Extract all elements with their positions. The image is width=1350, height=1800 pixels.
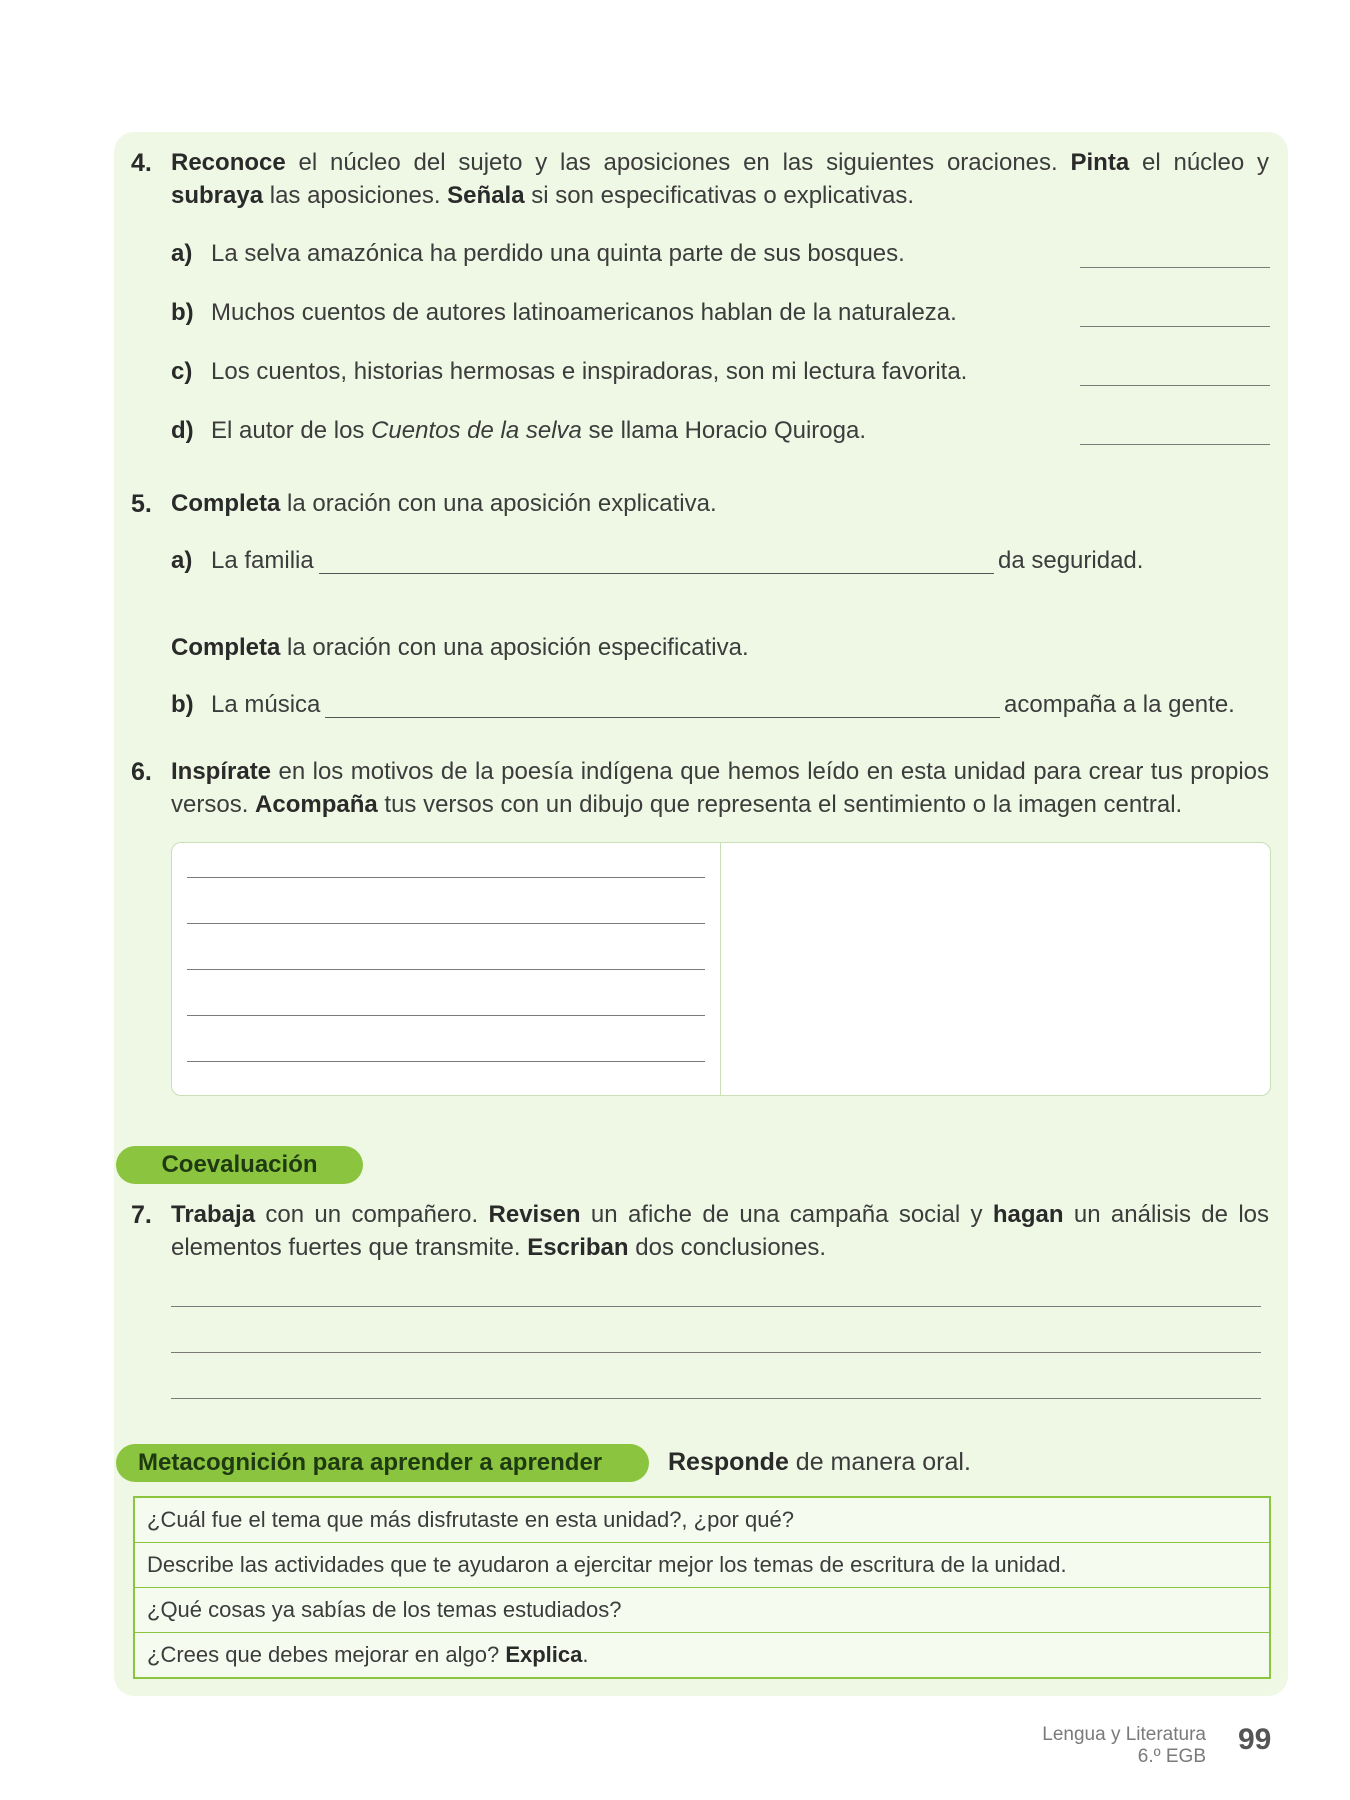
q5-item-b-end: acompaña a la gente.: [1004, 691, 1235, 718]
verse-line[interactable]: [187, 923, 705, 924]
q4-item-d: d) El autor de los Cuentos de la selva se llama Horacio Quiroga.: [171, 417, 867, 444]
verse-line[interactable]: [187, 877, 705, 878]
verse-line[interactable]: [187, 1015, 705, 1016]
page-number: 99: [1238, 1723, 1272, 1756]
metacognicion-header: Metacognición para aprender a aprender: [116, 1444, 649, 1482]
q5-item-b: b) La música: [171, 691, 321, 718]
q5-number: 5.: [131, 490, 152, 518]
meta-question: Describe las actividades que te ayudaron a ejercitar mejor los temas de escritura de la unidad.: [135, 1543, 1269, 1588]
q4-item-c: c) Los cuentos, historias hermosas e inspiradoras, son mi lectura favorita.: [171, 358, 968, 385]
meta-question: ¿Crees que debes mejorar en algo? Explica.: [147, 1642, 589, 1667]
q7-answer-line[interactable]: [171, 1306, 1261, 1307]
footer-subject: Lengua y Literatura: [1042, 1724, 1206, 1745]
q4-answer-line-b[interactable]: [1080, 326, 1270, 327]
meta-question: ¿Qué cosas ya sabías de los temas estudiados?: [135, 1588, 1269, 1633]
q5-item-a-end: da seguridad.: [998, 547, 1144, 574]
q7-number: 7.: [131, 1201, 152, 1229]
q5-instruction-b: Completa la oración con una aposición especificativa.: [171, 634, 749, 661]
drawing-area[interactable]: [722, 843, 1268, 1093]
q4-instruction: Reconoce el núcleo del sujeto y las aposiciones en las siguientes oraciones. Pinta el núcleo y subraya las aposiciones. Señala si son especificativas o explicativas.: [171, 149, 1269, 209]
metacognicion-instruction: Responde de manera oral.: [668, 1448, 971, 1476]
meta-question: ¿Cuál fue el tema que más disfrutaste en esta unidad?, ¿por qué?: [135, 1498, 1269, 1543]
q6-number: 6.: [131, 758, 152, 786]
q7-answer-line[interactable]: [171, 1398, 1261, 1399]
q4-item-b: b) Muchos cuentos de autores latinoamericanos hablan de la naturaleza.: [171, 299, 957, 326]
verse-line[interactable]: [187, 1061, 705, 1062]
verses-and-drawing-box: [171, 842, 1271, 1096]
verse-line[interactable]: [187, 969, 705, 970]
q7-instruction: Trabaja con un compañero. Revisen un afiche de una campaña social y hagan un análisis de los elementos fuertes que transmite. Escriban dos conclusiones.: [171, 1201, 1269, 1261]
q5-blank-a[interactable]: [319, 573, 994, 574]
q4-answer-line-d[interactable]: [1080, 444, 1270, 445]
q4-answer-line-a[interactable]: [1080, 267, 1270, 268]
q4-number: 4.: [131, 149, 152, 177]
q6-instruction: Inspírate en los motivos de la poesía indígena que hemos leído en esta unidad para crear tus propios versos. Acompaña tus versos con un dibujo que representa el sentimiento o la imagen central.: [171, 758, 1269, 818]
q4-item-a: a) La selva amazónica ha perdido una quinta parte de sus bosques.: [171, 240, 905, 267]
q5-item-a: a) La familia: [171, 547, 314, 574]
coevaluacion-header: Coevaluación: [116, 1146, 363, 1184]
q5-instruction-a: Completa la oración con una aposición explicativa.: [171, 490, 717, 517]
q4-answer-line-c[interactable]: [1080, 385, 1270, 386]
q7-answer-line[interactable]: [171, 1352, 1261, 1353]
metacognicion-table: [133, 1496, 1271, 1679]
footer-grade: 6.º EGB: [1137, 1746, 1206, 1767]
box-divider: [720, 843, 721, 1095]
q5-blank-b[interactable]: [325, 717, 1000, 718]
